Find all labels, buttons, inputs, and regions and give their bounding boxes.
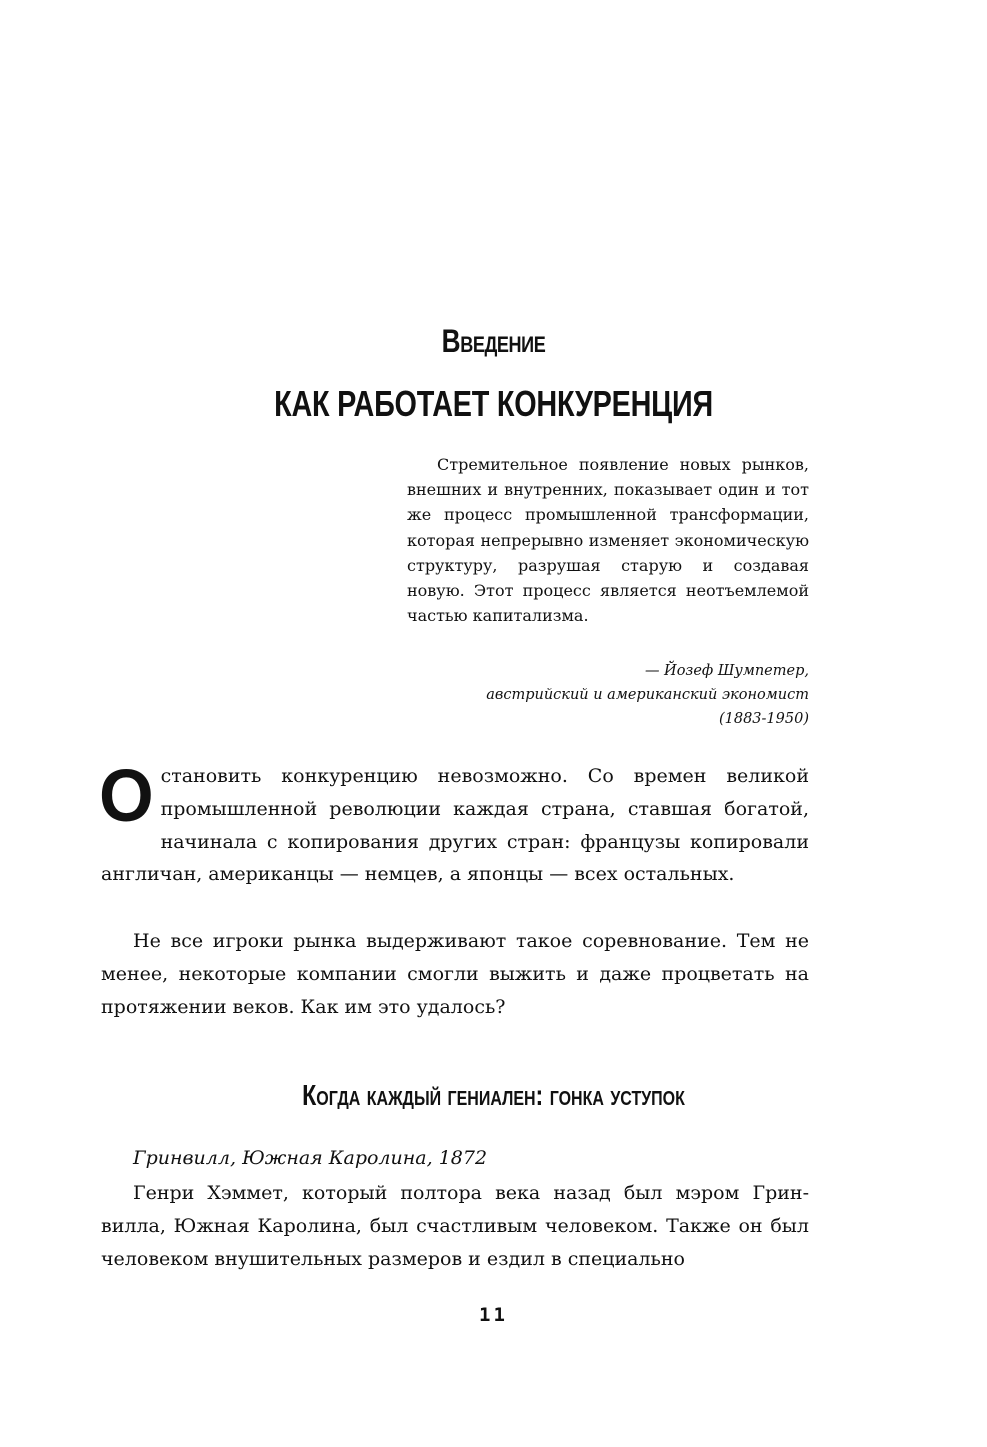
paragraph-2-text: Не все игроки рынка выдерживают такое соревнование. Тем не менее, некоторые компании смогли выжить и даже процветать на протяжении веков. Как им это удалось? <box>101 930 809 1018</box>
section-place-date: Гринвилл, Южная Каролина, 1872 <box>133 1147 488 1169</box>
drop-cap: О <box>99 754 154 837</box>
paragraph-3-text: Генри Хэммет, который полтора века назад был мэром Гринвилла, Южная Каролина, был счастливым человеком. Также он был человеком внушительных размеров и ездил в специально <box>101 1182 809 1270</box>
section-heading: Когда каждый гениален: гонка уступок <box>302 1080 685 1112</box>
epigraph-author-description: австрийский и американский экономист <box>486 687 809 703</box>
epigraph <box>407 452 809 628</box>
chapter-label: Введение <box>441 323 546 359</box>
page-number: 11 <box>479 1304 508 1326</box>
epigraph-attribution <box>407 659 809 731</box>
paragraph-3 <box>101 1177 809 1275</box>
epigraph-author-years: (1883-1950) <box>718 711 809 727</box>
paragraph-1 <box>99 754 809 891</box>
paragraph-1-text: становить конкуренцию невозможно. Со времен великой промышленной революции каждая страна, ставшая богатой, начинала с копирования других стран: французы копировали англичан, американцы — немцев, а японцы — всех остальных. <box>101 765 809 886</box>
chapter-title: КАК РАБОТАЕТ КОНКУРЕНЦИЯ <box>274 383 713 424</box>
epigraph-quote: Стремительное появление новых рынков, внешних и внутренних, показывает один и тот же процесс промышленной трансформации, которая непрерывно изменяет экономическую структуру, разрушая старую и создавая новую. Этот процесс является неотъемлемой частью капитализма. <box>407 455 809 626</box>
epigraph-author: — Йозеф Шумпетер, <box>644 663 809 679</box>
paragraph-2 <box>101 925 809 1023</box>
